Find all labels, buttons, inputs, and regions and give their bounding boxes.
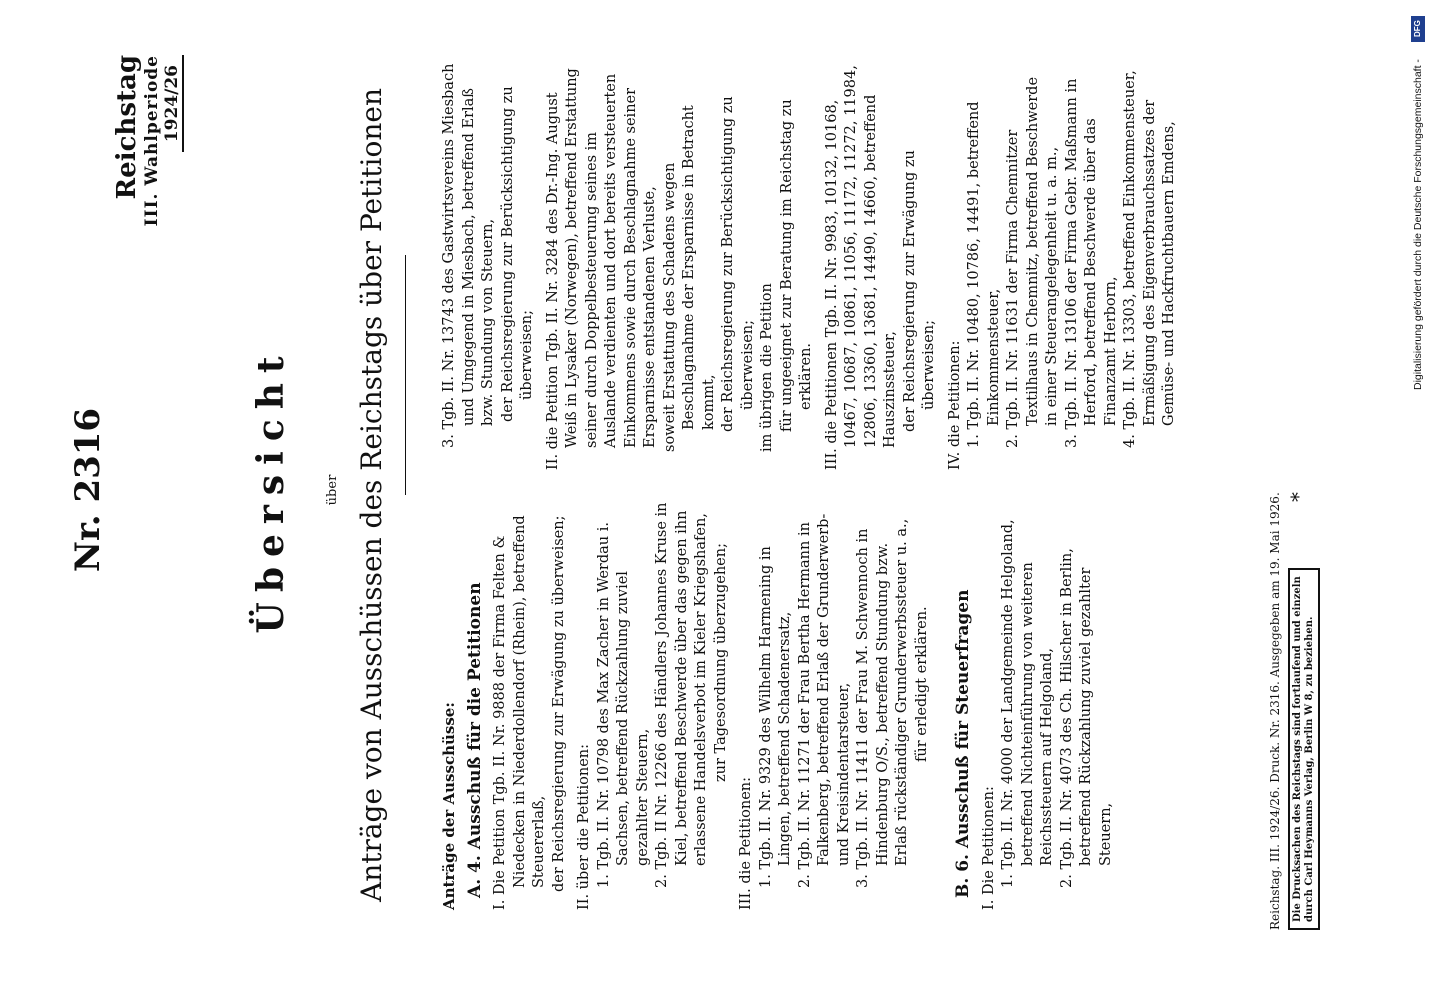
footer-line: Reichstag. III. 1924/26. Druck. Nr. 2316. Ausgegeben am 19. Mai 1926. [1268,492,1282,930]
period-years: 1924/26 [162,55,184,152]
wahlperiode: III. Wahlperiode [142,55,162,227]
petition-a-ii-1: 1. Tgb. II. Nr. 10798 des Max Zacher in Werdau i. Sachsen, betreffend Rückzahlung zuviel gezahlter Steuern, [595,522,651,888]
page-title: Übersicht [250,346,292,634]
reichstag-title: Reichstag [112,55,142,200]
petition-a-iii-1: 1. Tgb. II. Nr. 9329 des Wilhelm Harmening in Lingen, betreffend Schadenersatz, [757,546,793,888]
dfg-side-note [1406,8,1430,398]
petition-r-iv-3: 3. Tgb. II. Nr. 13106 der Firma Gebr. Maßmann in Herford, betreffend Beschwerde über das Finanzamt Herborn, [1063,78,1119,448]
petition-r-iv-2: 2. Tgb. II. Nr. 11631 der Firma Chemnitzer Textilhaus in Chemnitz, betreffend Beschwerde in einer Steuerangelegenheit u. a. m., [1005,76,1060,448]
petition-a-i: I. Die Petition Tgb. II. Nr. 9888 der Firma Felten & Niedecken in Niederdollendorf (Rhein), betreffend Steuererlaß, [492,515,547,910]
section-a-heading: A. 4. Ausschuß für die Petitionen [464,582,485,898]
petition-b-i: I. Die Petitionen: [980,786,997,910]
action-r-3: der Reichsregierung zur Berücksichtigung zu überweisen; [499,86,535,422]
petition-a-iii-3: 3. Tgb. II. Nr. 11411 der Frau M. Schwennoch in Hindenburg O/S., betreffend Stundung bzw. Erlaß rückständiger Grunderwerbssteuer u. a., [855,518,910,888]
reichstag-header [112,55,184,310]
section-b-heading: B. 6. Ausschuß für Steuerfragen [953,589,973,898]
petition-r-3: 3. Tgb. II. Nr. 13743 des Gastwirtsvereins Miesbach und Umgegend in Miesbach, betreffend Erlaß bzw. Stundung von Steuern, [441,63,496,448]
publisher-line-2: durch Carl Heymanns Verlag, Berlin W 8, zu beziehen. [1304,616,1315,922]
dfg-funding-text: Digitalisierung gefördert durch die Deutsche Forschungsgemeinschaft - [1412,59,1424,390]
motions-heading: Anträge der Ausschüsse: [440,702,458,910]
petition-r-iv-1: 1. Tgb. II. Nr. 10480, 10786, 14491, betreffend Einkommensteuer, [966,101,1002,448]
petition-r-iv: IV. die Petitionen: [946,340,963,470]
action-a-iii: für erledigt erklären. [913,606,930,762]
right-column [440,60,1180,470]
publisher-line-1: Die Drucksachen des Reichstags sind fortlaufend und einzeln [1292,576,1303,922]
dfg-logo: DFG [1411,16,1425,42]
petition-r-iv-4: 4. Tgb. II. Nr. 13303, betreffend Einkommensteuer, Ermäßigung des Eigenverbrauchssatzes der Gemüse- und Hackfruchtbauern Emdens, [1122,70,1177,448]
petition-r-iii: III. die Petitionen Tgb. II. Nr. 9983, 10132, 10168, 10467, 10687, 10861, 11056, 11172, 11272, 11984, 12806, 13360, 13681, 14490, 14660, betreffend Hauszinssteuer, [823,65,898,470]
action-r-ii-2: für ungeeignet zur Beratung im Reichstag zu erklären. [778,99,814,432]
petition-a-ii: II. über die Petitionen: [576,743,592,910]
petition-b-i-2: 2. Tgb. II. Nr. 4073 des Ch. Hilscher in Berlin, betreffend Rückzahlung zuviel gezahlter Steuern, [1058,548,1114,888]
page-subtitle: Anträge von Ausschüssen des Reichstags über Petitionen [355,87,388,903]
document-number: Nr. 2316 [68,407,108,573]
petition-a-iii-2: 2. Tgb. II. Nr. 11271 der Frau Bertha Hermann in Falkenberg, betreffend Erlaß der Grunderwerb- und Kreisindentarsteuer, [796,513,852,888]
rest-r-ii: im übrigen die Petition [759,283,775,452]
petition-a-ii-2: 2. Tgb. II Nr. 12266 des Händlers Johannes Kruse in Kiel, betreffend Beschwerde über das gegen ihn erlassene Handelsverbot im Kieler Kriegshafen, [654,502,709,888]
petition-r-ii: II. die Petition Tgb. II. Nr. 3284 des Dr.-Ing. August Weiß in Lysaker (Norwegen), betreffend Erstattung seiner durch Doppelbesteuerung seines im Auslande verdienten und dort bereits versteuerten Einkommens sowie durch Beschlagnahme seiner Ersparnisse entstandenen Verluste, [544,68,658,470]
title-ueber: über [325,474,340,506]
condition-r-ii: soweit Erstattung des Schadens wegen Beschlagnahme der Ersparnisse in Betracht kommt, [661,105,717,452]
left-column [440,500,1116,910]
action-a-i: der Reichsregierung zur Erwägung zu überweisen; [550,515,567,892]
title-rule [405,255,406,495]
action-r-ii-1: der Reichsregierung zur Berücksichtigung zu überweisen; [720,96,756,432]
footer-star: * [1286,492,1310,502]
publisher-box [1288,568,1320,930]
petition-b-i-1: 1. Tgb. II. Nr. 4000 der Landgemeinde Helgoland, betreffend Nichteinführung von weiteren Reichssteuern auf Helgoland, [1000,519,1055,888]
petition-a-iii: III. die Petitionen: [738,777,754,910]
action-r-iii: der Reichsregierung zur Erwägung zu überweisen; [901,150,937,432]
action-a-ii: zur Tagesordnung überzugehen; [712,543,729,782]
